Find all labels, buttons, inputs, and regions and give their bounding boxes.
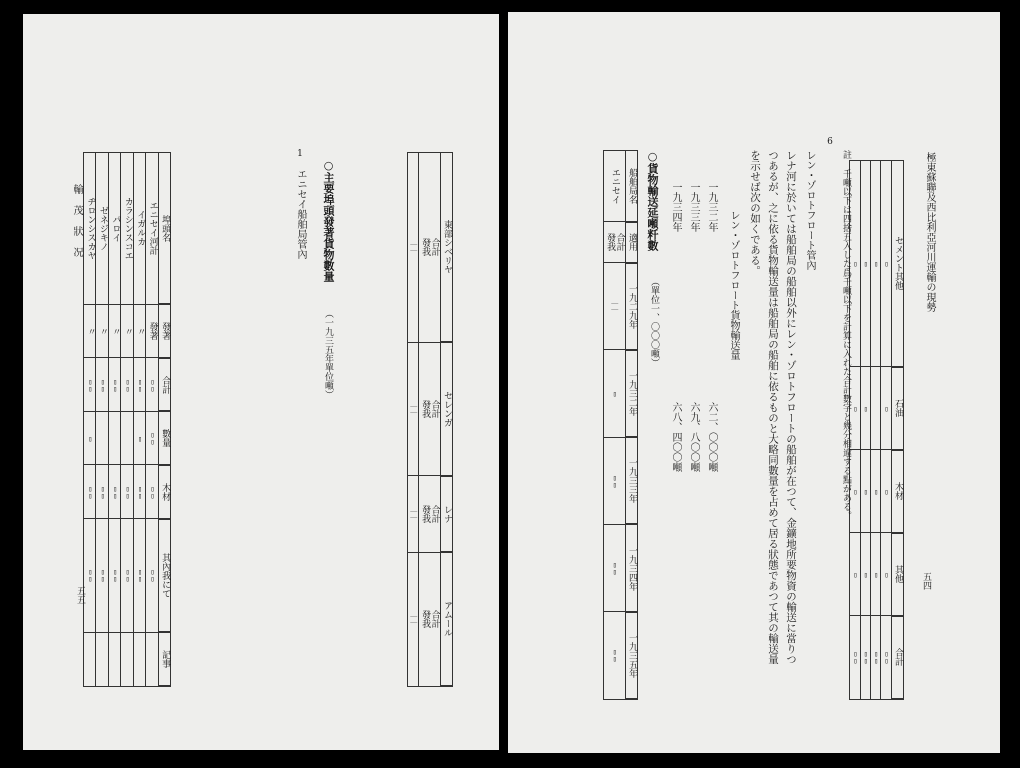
row-label: エニセイ: [603, 151, 625, 222]
table-row: [133, 153, 145, 687]
table-cell: ▯▯: [108, 358, 120, 412]
table-header: 木材: [158, 465, 170, 519]
table-header: 數量: [158, 411, 170, 465]
table-cell: ▯: [860, 450, 870, 533]
table-header: レナ: [440, 476, 452, 552]
table-header: 一九三三年: [625, 437, 637, 524]
table-cell: ▯▯: [603, 524, 625, 611]
table-cell: ▯▯: [850, 616, 860, 699]
table-cell: ▯▯: [84, 519, 96, 633]
table-cell: ▯▯: [146, 411, 158, 465]
table-cell: ▯▯: [121, 358, 133, 412]
table-cell: ▯▯: [133, 465, 145, 519]
table-header: 合計: [891, 616, 903, 699]
table-cell: ▯▯: [96, 519, 108, 633]
direction: 發著: [146, 304, 158, 358]
table-cell: [108, 411, 120, 465]
table-header: 石油: [891, 367, 903, 450]
table-cell: ▯▯: [881, 616, 891, 699]
table-cell: ▯: [881, 450, 891, 533]
table-cell: 合計 發我: [418, 552, 440, 686]
left-page: [23, 14, 499, 750]
running-footer: 輸 茂 狀 况: [71, 184, 82, 257]
table-header: 一九三二年: [625, 350, 637, 437]
table-cell: ▯: [84, 411, 96, 465]
table-header: 其他: [891, 533, 903, 616]
table-cell: ▯▯: [96, 465, 108, 519]
table-cell: 合計 發我: [418, 476, 440, 552]
table-header: 一九三五年: [625, 612, 637, 699]
freight-value: 六八、四〇〇噸: [670, 402, 681, 472]
page-number: 五五: [75, 586, 85, 604]
destination-table: [407, 152, 453, 687]
direction: 〃: [84, 304, 96, 358]
table-header: 適用: [625, 222, 637, 263]
table-header: 發著: [158, 304, 170, 358]
paragraph-line: を示せば次の如くである。: [749, 150, 761, 276]
table-cell: 合計 發我: [603, 222, 625, 263]
table-header: 合計: [158, 358, 170, 412]
table-header: 其內我にて: [158, 519, 170, 633]
table-row: [108, 153, 120, 687]
table-cell: ▯: [881, 161, 891, 367]
table-header: 一九三四年: [625, 524, 637, 611]
table-cell: ｜｜: [603, 263, 625, 350]
ton-km-table: [603, 150, 638, 700]
table-cell: ▯: [870, 450, 880, 533]
table-header: セレンガ: [440, 342, 452, 476]
table-cell: ▯▯: [133, 358, 145, 412]
table-cell: ▯: [850, 450, 860, 533]
table-cell: [133, 632, 145, 686]
table-header: セメント其他: [891, 161, 903, 367]
table-cell: ▯▯: [84, 465, 96, 519]
table-cell: ▯▯: [146, 465, 158, 519]
table-cell: ▯: [860, 161, 870, 367]
page-number: 五四: [921, 572, 931, 590]
direction: 〃: [108, 304, 120, 358]
table-caption-unit: （一九三五年單位噸）: [323, 309, 333, 399]
table-cell: ▯: [870, 161, 880, 367]
table-row: [603, 151, 625, 700]
table-header: 木材: [891, 450, 903, 533]
table-header: アムール: [440, 552, 452, 686]
table-header: 東部シベリヤ: [440, 153, 452, 343]
table-cell: ▯▯: [870, 616, 880, 699]
table-caption: ○主要埠頭發著貨物數量: [322, 159, 335, 282]
table-cell: ▯▯: [603, 612, 625, 699]
table-cell: ▯▯: [603, 437, 625, 524]
table-cell-empty: ｜｜: [408, 342, 418, 476]
section-number: 1: [295, 149, 305, 159]
table-cell: ▯: [870, 533, 880, 616]
table-cell: ▯: [860, 367, 870, 450]
freight-year: 一九三三年: [688, 182, 699, 232]
section-title: レン・ゾロトフロート管內: [804, 150, 815, 270]
running-header: 極東蘇聯及西比利亞河川運輸の現勢: [924, 152, 935, 312]
freight-title: レン・ゾロトフロート貨物輸送量: [728, 210, 739, 360]
table-cell: [96, 411, 108, 465]
pier-name: ゼネジキノ: [96, 153, 108, 305]
table-cell: ▯: [133, 411, 145, 465]
table-cell: [121, 632, 133, 686]
pier-name: カラシンスコエ: [121, 153, 133, 305]
freight-year: 一九三二年: [706, 182, 717, 232]
table-header: 記事: [158, 632, 170, 686]
table-cell: ▯▯: [860, 616, 870, 699]
table-row: [121, 153, 133, 687]
pier-name: イガルカ: [133, 153, 145, 305]
table-cell: [870, 367, 880, 450]
table-cell: ▯▯: [108, 465, 120, 519]
paragraph-line: つあるが、之に依る貨物輸送量は船舶局の船舶に依るものと大略同數量を占めて居る狀態であつて其の輸送量: [767, 150, 779, 665]
table-cell: [146, 632, 158, 686]
table-cell: ▯▯: [146, 519, 158, 633]
table-cell: [84, 632, 96, 686]
table-row: [146, 153, 158, 687]
table-cell: [96, 632, 108, 686]
table-cell: ▯▯: [121, 519, 133, 633]
table-cell: ▯▯: [108, 519, 120, 633]
table-cell: 合計 發我: [418, 342, 440, 476]
direction: 〃: [96, 304, 108, 358]
right-page: [508, 12, 1000, 753]
pier-table: [83, 152, 171, 687]
table-cell: ▯: [860, 533, 870, 616]
table-cell: ▯: [881, 533, 891, 616]
table-cell: [121, 411, 133, 465]
table-cell: ▯: [850, 367, 860, 450]
book-spine: [499, 0, 508, 768]
pier-name: パロイ: [108, 153, 120, 305]
pier-name: エニセイ河計: [146, 153, 158, 305]
table-cell: 合計 發我: [418, 153, 440, 343]
table-cell-empty: ｜｜: [408, 476, 418, 552]
table-cell: ▯▯: [96, 358, 108, 412]
freight-year: 一九三四年: [670, 182, 681, 232]
table-cell-empty: ｜｜: [408, 552, 418, 686]
table-cell: ▯▯: [84, 358, 96, 412]
table-caption: ○貨物輸送延噸粁數: [646, 150, 659, 251]
table-caption-unit: （單位一、〇〇〇噸）: [649, 277, 659, 367]
freight-value: 六二、〇〇〇噸: [706, 402, 717, 472]
table-cell-empty: ｜｜: [408, 153, 418, 343]
table-cell: ▯: [603, 350, 625, 437]
table-row: [96, 153, 108, 687]
cargo-table: [849, 160, 904, 700]
table-note: 註 千噸以下は四捨五入した爲千噸以下を計算に入れた合計數字と幾分相違する點がある。: [841, 150, 851, 520]
table-cell: [108, 632, 120, 686]
freight-value: 六九、八〇〇噸: [688, 402, 699, 472]
table-header: 船舶局名: [625, 151, 637, 222]
table-header: 埠頭名: [158, 153, 170, 305]
section-number: 6: [825, 137, 835, 147]
pier-name: ヂロンシスカヤ: [84, 153, 96, 305]
table-cell: ▯: [850, 533, 860, 616]
table-cell: ▯: [850, 161, 860, 367]
table-header: 一九二九年: [625, 263, 637, 350]
section-title: エニセイ船舶局管內: [295, 169, 306, 259]
table-row: [84, 153, 96, 687]
table-cell: ▯▯: [121, 465, 133, 519]
table-cell: ▯▯: [146, 358, 158, 412]
table-cell: ▯▯: [133, 519, 145, 633]
direction: 〃: [121, 304, 133, 358]
direction: 〃: [133, 304, 145, 358]
table-cell: ▯: [881, 367, 891, 450]
paragraph-line: レナ河に於いては船舶局の船舶以外にレン・ゾロトフロートの船舶が在つて、金鑛地所要物資の輸送に當りつ: [785, 150, 797, 665]
